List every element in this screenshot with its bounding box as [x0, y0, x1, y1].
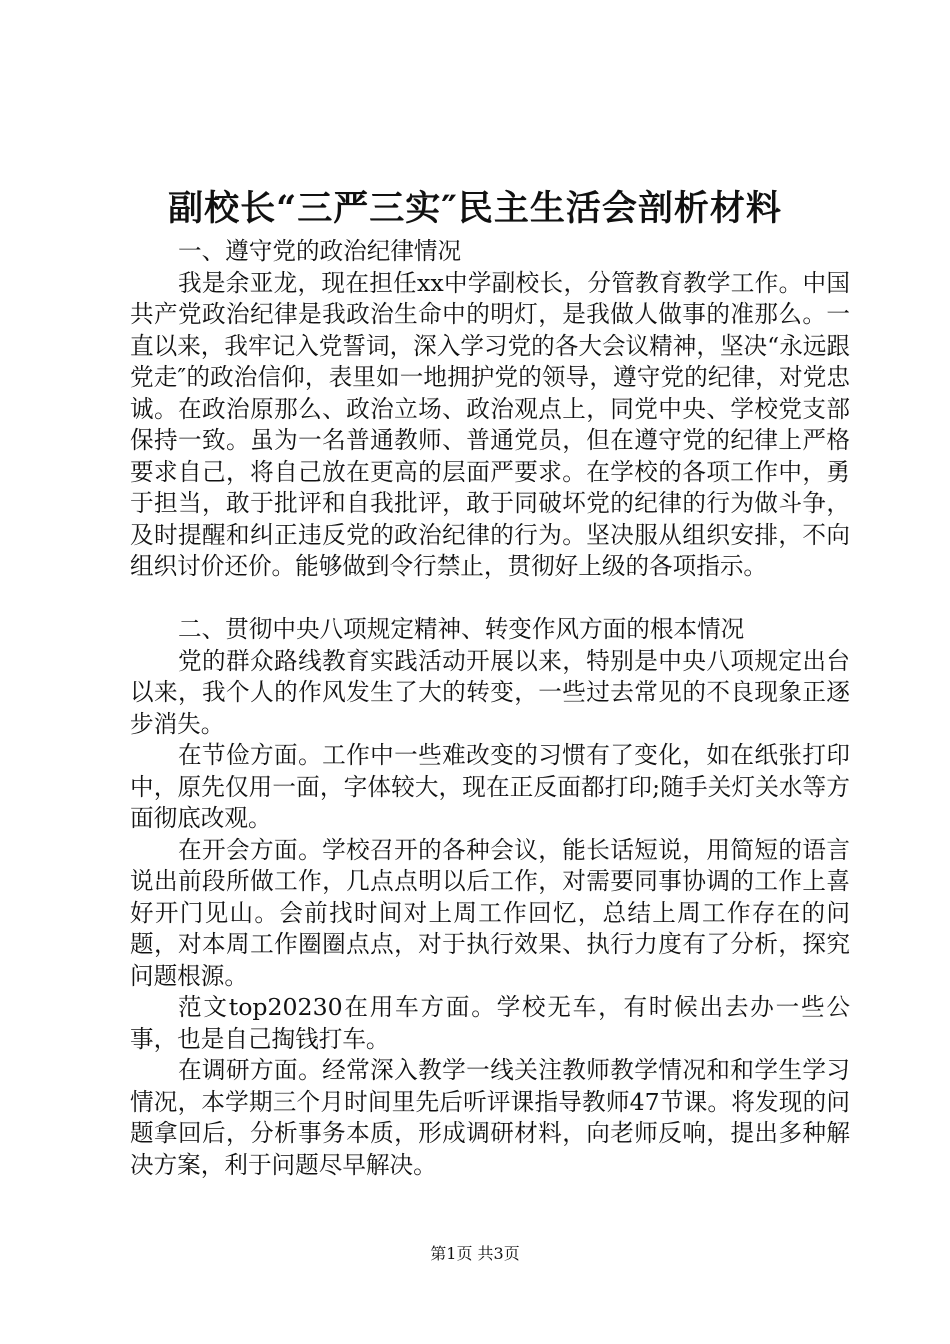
document-title: 副校长“三严三实″民主生活会剖析材料: [168, 188, 782, 229]
paragraph-style-change: 党的群众路线教育实践活动开展以来，特别是中央八项规定出台以来，我个人的作风发生了大的转变，一些过去常见的不良现象正逐步消失。: [130, 646, 850, 738]
paragraph-frugality: 在节俭方面。工作中一些难改变的习惯有了变化，如在纸张打印中，原先仅用一面，字体较大，现在正反面都打印;随手关灯关水等方面彻底改观。: [130, 741, 850, 832]
section-heading-1: 一、遵守党的政治纪律情况: [178, 237, 462, 265]
document-body: [130, 236, 850, 1181]
page-footer: 第1页 共3页: [430, 1244, 520, 1263]
paragraph-vehicle-use: 范文top20230在用车方面。学校无车，有时候出去办一些公事，也是自己掏钱打车。: [130, 993, 850, 1053]
paragraph-meetings: 在开会方面。学校召开的各种会议，能长话短说，用简短的语言说出前段所做工作，几点点明以后工作，对需要同事协调的工作上喜好开门见山。会前找时间对上周工作回忆，总结上周工作存在的问题，对本周工作圈圈点点，对于执行效果、执行力度有了分析，探究问题根源。: [130, 835, 850, 990]
paragraph-research: 在调研方面。经常深入教学一线关注教师教学情况和和学生学习情况，本学期三个月时间里先后听评课指导教师47节课。将发现的问题拿回后，分析事务本质，形成调研材料，向老师反响，提出多种解决方案，利于问题尽早解决。: [130, 1056, 850, 1179]
section-heading-2: 二、贯彻中央八项规定精神、转变作风方面的根本情况: [178, 615, 745, 643]
paragraph-political-discipline: 我是余亚龙，现在担任xx中学副校长，分管教育教学工作。中国共产党政治纪律是我政治生命中的明灯，是我做人做事的准那么。一直以来，我牢记入党誓词，深入学习党的各大会议精神，坚决“永远跟党走″的政治信仰，表里如一地拥护党的领导，遵守党的纪律，对党忠诚。在政治原那么、政治立场、政治观点上，同党中央、学校党支部保持一致。虽为一名普通教师、普通党员，但在遵守党的纪律上严格要求自己，将自己放在更高的层面严要求。在学校的各项工作中，勇于担当，敢于批评和自我批评，敢于同破坏党的纪律的行为做斗争，及时提醒和纠正违反党的政治纪律的行为。坚决服从组织安排，不向组织讨价还价。能够做到令行禁止，贯彻好上级的各项指示。: [130, 268, 850, 580]
paragraph-gap: [130, 583, 850, 615]
